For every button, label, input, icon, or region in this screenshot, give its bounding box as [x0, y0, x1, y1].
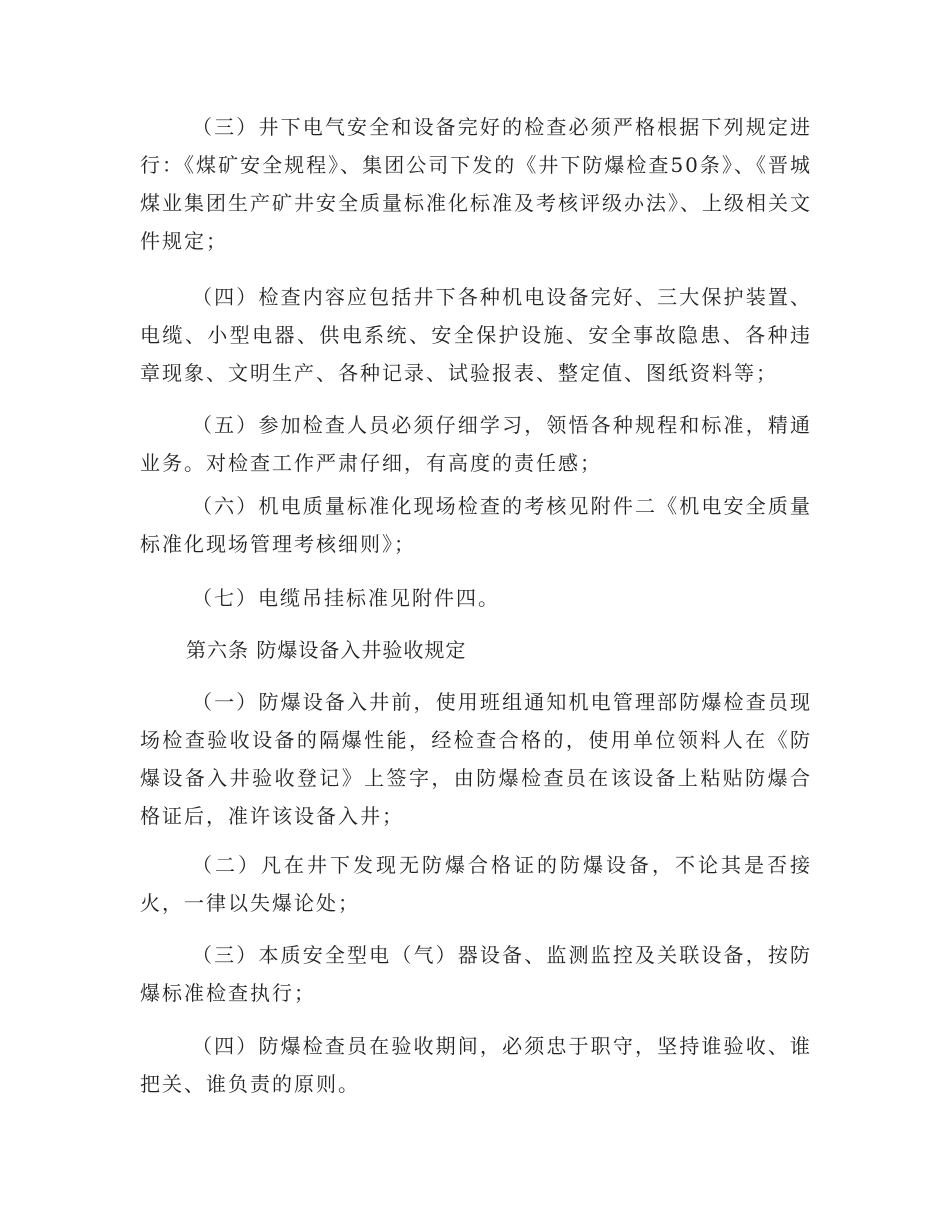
article-heading: 第六条 防爆设备入井验收规定 — [186, 638, 467, 662]
paragraph-item-4-inspection-content: （四）检查内容应包括井下各种机电设备完好、三大保护装置、电缆、小型电器、供电系统、安全保护设施、安全事故隐患、各种违章现象、文明生产、各种记录、试验报表、整定值、图纸资料等； — [140, 285, 812, 385]
article-paragraph-1: （一）防爆设备入井前，使用班组通知机电管理部防爆检查员现场检查验收设备的隔爆性能，经检查合格的，使用单位领料人在《防爆设备入井验收登记》上签字，由防爆检查员在该设备上粘贴防爆合格证后，准许该设备入井； — [140, 690, 812, 828]
paragraph-item-3-inspection-basis: （三）井下电气安全和设备完好的检查必须严格根据下列规定进行：《煤矿安全规程》、集团公司下发的《井下防爆检查50条》、《晋城煤业集团生产矿井安全质量标准化标准及考核评级办法》、上级相关文件规定； — [140, 115, 812, 253]
article-paragraph-4: （四）防爆检查员在验收期间，必须忠于职守，坚持谁验收、谁把关、谁负责的原则。 — [140, 1034, 812, 1096]
paragraph-item-5-inspector-requirements: （五）参加检查人员必须仔细学习，领悟各种规程和标准，精通业务。对检查工作严肃仔细，有高度的责任感； — [140, 413, 812, 475]
article-paragraph-3: （三）本质安全型电（气）器设备、监测监控及关联设备，按防爆标准检查执行； — [140, 943, 812, 1005]
article-paragraph-2: （二）凡在井下发现无防爆合格证的防爆设备，不论其是否接火，一律以失爆论处； — [140, 853, 812, 915]
paragraph-item-6-assessment: （六）机电质量标准化现场检查的考核见附件二《机电安全质量标准化现场管理考核细则》； — [140, 494, 812, 556]
paragraph-item-7-cable-standard: （七）电缆吊挂标准见附件四。 — [192, 586, 500, 610]
